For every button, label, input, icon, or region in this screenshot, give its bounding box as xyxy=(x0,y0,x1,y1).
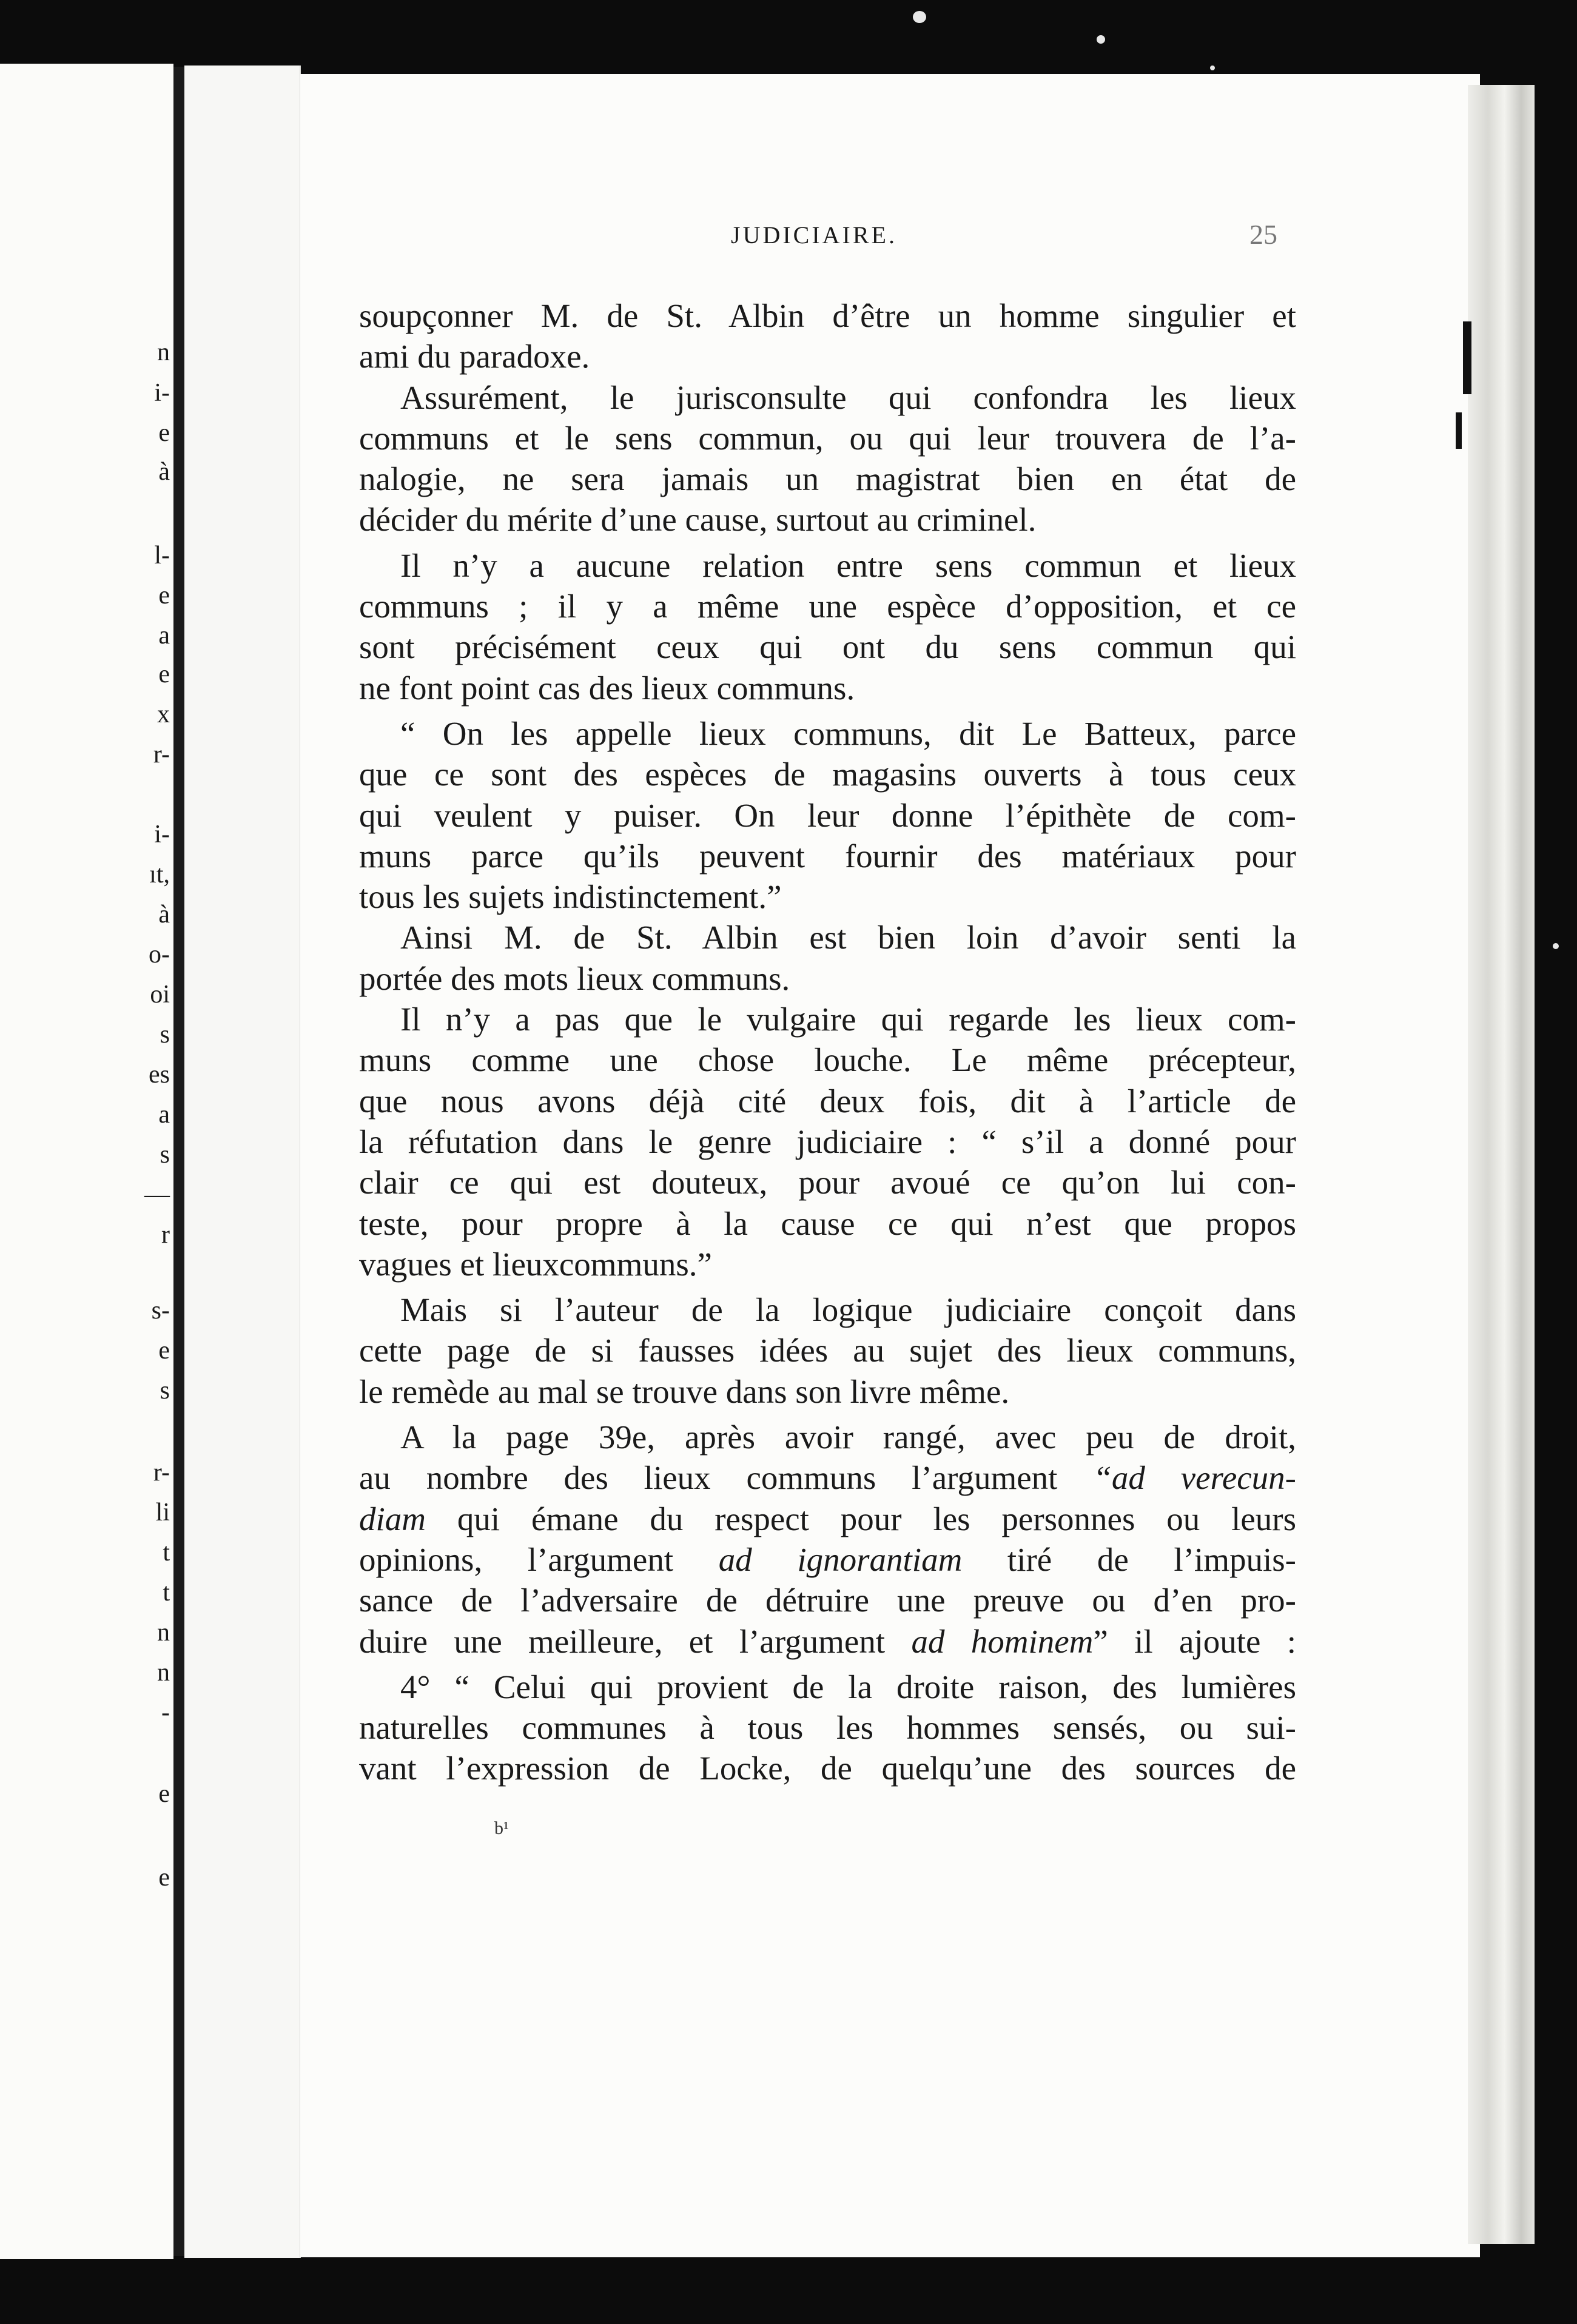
text-line: muns comme une chose louche. Le même précepteur, xyxy=(359,1041,1296,1079)
text-line: qui veulent y puiser. On leur donne l’épithète de com- xyxy=(359,796,1296,834)
left-page-fragment: - xyxy=(161,1699,170,1727)
text-line: que ce sont des espèces de magasins ouverts à tous ceux xyxy=(359,756,1296,793)
text-line: naturelles communes à tous les hommes sensés, ou sui- xyxy=(359,1709,1296,1747)
book-gutter xyxy=(173,67,184,2256)
text-line xyxy=(359,1621,1296,1662)
text-run: opinions, l’argument xyxy=(359,1540,674,1578)
left-page-fragment: n xyxy=(157,1619,170,1647)
left-page-fragment: ıt, xyxy=(149,861,170,888)
italic-run: ad hominem xyxy=(911,1622,1094,1660)
text-line: Assurément, le jurisconsulte qui confondra les lieux xyxy=(400,378,1296,416)
text-line: ne font point cas des lieux communs. xyxy=(359,669,855,707)
text-line: A la page 39e, après avoir rangé, avec peu de droit, xyxy=(400,1419,1296,1456)
text-line: sance de l’adversaire de détruire une preuve ou d’en pro- xyxy=(359,1582,1296,1619)
text-line: Il n’y a pas que le vulgaire qui regarde les lieux com- xyxy=(400,1001,1296,1038)
text-line: ami du paradoxe. xyxy=(359,338,590,375)
left-page-fragment: e xyxy=(158,1780,170,1808)
edge-ink-mark xyxy=(1463,321,1471,394)
left-page-fragment: e xyxy=(158,1337,170,1365)
text-line xyxy=(359,1457,1296,1498)
text-line: muns parce qu’ils peuvent fournir des matériaux pour xyxy=(359,837,1296,875)
left-page-fragment: s xyxy=(160,1377,170,1405)
left-page-fragment: e xyxy=(158,419,170,447)
text-line: que nous avons déjà cité deux fois, dit à l’article de xyxy=(359,1082,1296,1120)
italic-run: “ad verecun- xyxy=(1093,1459,1296,1497)
text-line: vant l’expression de Locke, de quelqu’une des sources de xyxy=(359,1750,1296,1787)
left-page-fragment: l- xyxy=(154,542,170,569)
left-page-fragment: r- xyxy=(153,741,170,768)
left-page-fragment: r- xyxy=(153,1459,170,1486)
left-page-fragment: x xyxy=(157,700,170,728)
left-page-fragment: e xyxy=(158,660,170,688)
text-line xyxy=(359,1499,1296,1539)
text-run: ” il ajoute : xyxy=(1093,1622,1297,1660)
text-run: au nombre des lieux communs l’argument xyxy=(359,1459,1058,1497)
dust-speck xyxy=(1097,35,1105,44)
body-text xyxy=(359,295,1296,1789)
page-edge-stack xyxy=(1468,85,1535,2244)
flyleaf-strip xyxy=(184,65,301,2258)
left-page-fragment: s- xyxy=(151,1297,170,1325)
left-page-fragment: — xyxy=(144,1181,170,1209)
text-line: soupçonner M. de St. Albin d’être un homme singulier et xyxy=(359,297,1296,334)
left-page-fragment: t xyxy=(163,1579,170,1607)
signature-mark: b¹ xyxy=(494,1818,509,1838)
text-line: “ On les appelle lieux communs, dit Le Batteux, parce xyxy=(400,714,1296,752)
left-page-fragment: e xyxy=(158,582,170,610)
left-page-fragment: li xyxy=(155,1499,170,1526)
left-page-fragment: à xyxy=(158,901,170,929)
text-line: décider du mérite d’une cause, surtout au criminel. xyxy=(359,501,1037,539)
left-page-fragment: à xyxy=(158,458,170,486)
text-line: teste, pour propre à la cause ce qui n’est que propos xyxy=(359,1204,1296,1242)
left-page-fragment: s xyxy=(160,1141,170,1169)
dust-speck xyxy=(913,11,926,23)
left-page-fragment: t xyxy=(163,1539,170,1567)
dust-speck xyxy=(1210,65,1215,70)
text-line: cette page de si fausses idées au sujet des lieux communs, xyxy=(359,1332,1296,1369)
dust-speck xyxy=(1553,943,1559,949)
text-line: clair ce qui est douteux, pour avoué ce qu’on lui con- xyxy=(359,1164,1296,1201)
text-run: tiré de l’impuis- xyxy=(1007,1540,1296,1578)
left-page-fragment: r xyxy=(161,1221,170,1249)
text-line: Mais si l’auteur de la logique judiciaire conçoit dans xyxy=(400,1291,1296,1329)
left-page-fragment: es xyxy=(149,1061,170,1089)
left-page-fragment: n xyxy=(157,1659,170,1687)
left-page-fragment: s xyxy=(160,1021,170,1049)
left-page-fragment: n xyxy=(157,338,170,366)
text-line: Il n’y a aucune relation entre sens commun et lieux xyxy=(400,546,1296,584)
left-page-fragment: a xyxy=(158,1101,170,1129)
text-line: communs et le sens commun, ou qui leur trouvera de l’a- xyxy=(359,419,1296,457)
text-line: la réfutation dans le genre judiciaire : “ s’il a donné pour xyxy=(359,1123,1296,1160)
text-line: vagues et lieuxcommuns.” xyxy=(359,1245,712,1283)
text-line: nalogie, ne sera jamais un magistrat bien en état de xyxy=(359,460,1296,498)
text-line: portée des mots lieux communs. xyxy=(359,959,790,997)
page-number: 25 xyxy=(1249,219,1277,250)
text-line: sont précisément ceux qui ont du sens commun qui xyxy=(359,628,1296,666)
text-line: 4° “ Celui qui provient de la droite raison, des lumières xyxy=(400,1668,1296,1705)
text-line: tous les sujets indistinctement.” xyxy=(359,878,782,916)
text-run: duire une meilleure, et l’argument xyxy=(359,1622,886,1660)
left-page-fragment: o- xyxy=(149,941,170,969)
running-head: JUDICIAIRE. xyxy=(731,221,897,249)
left-page-fragment: a xyxy=(158,622,170,650)
left-page-fragment: e xyxy=(158,1864,170,1892)
text-line: le remède au mal se trouve dans son livre même. xyxy=(359,1372,1010,1410)
text-line xyxy=(359,1539,1296,1580)
text-line: communs ; il y a même une espèce d’opposition, et ce xyxy=(359,588,1296,625)
italic-run: ad ignorantiam xyxy=(718,1540,963,1578)
text-run: qui émane du respect pour les personnes ou leurs xyxy=(457,1500,1296,1537)
left-facing-page xyxy=(0,64,173,2259)
left-page-fragment: oi xyxy=(150,981,170,1009)
text-line: Ainsi M. de St. Albin est bien loin d’avoir senti la xyxy=(400,919,1296,956)
left-page-fragment: i- xyxy=(154,379,170,407)
left-page-fragment: i- xyxy=(154,821,170,848)
italic-run: diam xyxy=(359,1500,426,1537)
edge-ink-mark xyxy=(1456,412,1462,449)
